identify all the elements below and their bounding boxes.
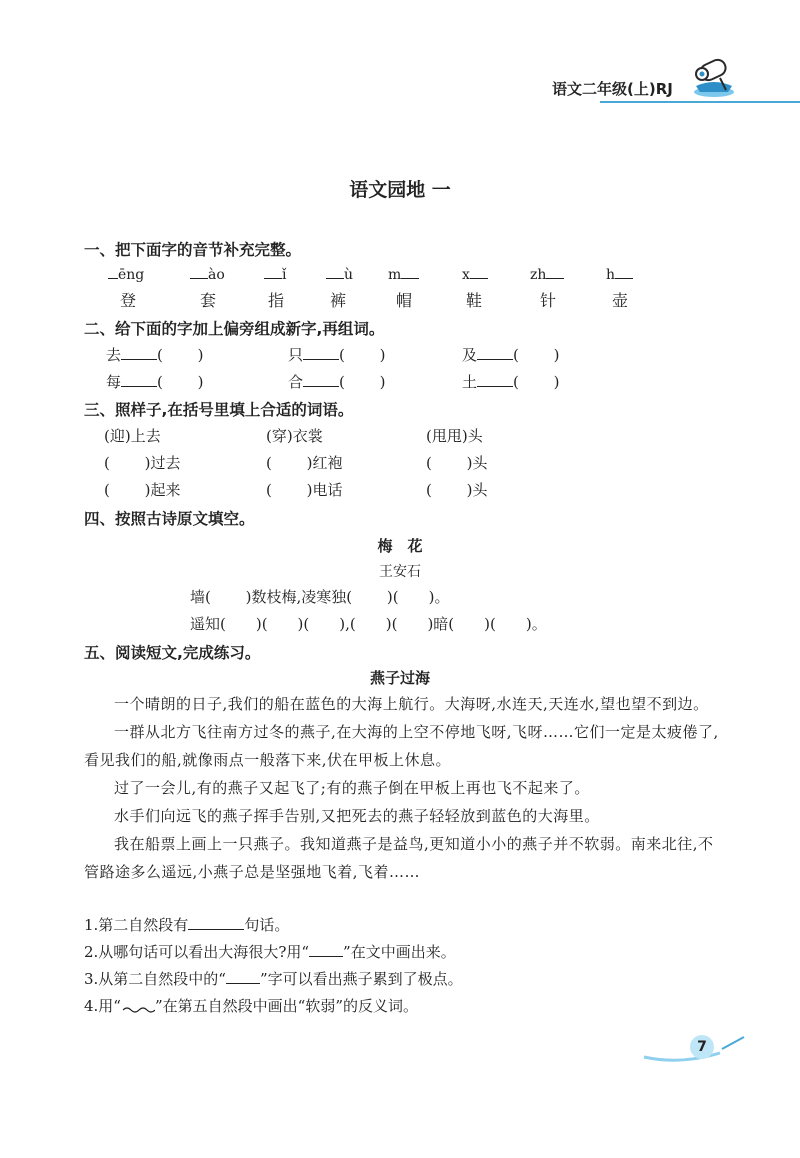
wavy-line-icon [121, 1000, 155, 1014]
section-5-heading: 五、阅读短文,完成练习。 [84, 644, 261, 662]
story-paragraph-2: 一群从北方飞往南方过冬的燕子,在大海的上空不停地飞呀,飞呀……它们一定是太疲倦了,看见我们的船,就像雨点一般落下来,伏在甲板上休息。 [84, 723, 719, 769]
example-3: (甩甩)头 [426, 427, 483, 445]
char-2: 套 [200, 291, 217, 310]
book-header: 语文二年级(上)RJ [552, 80, 673, 98]
fill-row-2-col-3: ( )头 [426, 481, 488, 499]
pinyin-item-6: x [462, 265, 488, 283]
poem-title: 梅 花 [377, 537, 423, 555]
radical-item-2: 只 ( ) [288, 346, 386, 364]
story-paragraph-1: 一个晴朗的日子,我们的船在蓝色的大海上航行。大海呀,水连天,天连水,望也望不到边。 [114, 695, 709, 713]
header-rule [600, 101, 800, 103]
fill-row-1-col-3: ( )头 [426, 454, 488, 472]
fill-row-1-col-2: ( )红袍 [266, 454, 343, 472]
example-2: (穿)衣裳 [266, 427, 323, 445]
radical-item-5: 合 ( ) [288, 373, 386, 391]
pinyin-item-4: ù [326, 265, 353, 283]
radical-item-3: 及 ( ) [462, 346, 560, 364]
page-title: 语文园地 一 [349, 179, 451, 201]
poem-line-2: 遥知( )( )( ),( )( )暗( )( )。 [190, 615, 547, 633]
story-paragraph-5: 我在船票上画上一只燕子。我知道燕子是益鸟,更知道小小的燕子并不软弱。南来北往,不管路途多么遥远,小燕子总是坚强地飞着,飞着…… [84, 835, 714, 881]
story-paragraph-3: 过了一会儿,有的燕子又起飞了;有的燕子倒在甲板上再也飞不起来了。 [114, 779, 590, 797]
pinyin-item-3: ǐ [264, 265, 286, 283]
story-body [84, 690, 724, 886]
pinyin-item-7: zh [530, 265, 564, 283]
char-4: 裤 [330, 291, 347, 310]
char-7: 针 [540, 291, 557, 310]
page-number: 7 [690, 1035, 714, 1059]
radical-item-4: 每 ( ) [106, 373, 204, 391]
telescope-logo-icon [690, 56, 738, 100]
char-6: 鞋 [466, 291, 483, 310]
question-2: 2.从哪句话可以看出大海很大?用“ ”在文中画出来。 [84, 943, 456, 961]
poem-line-1: 墙( )数枝梅,凌寒独( )( )。 [190, 588, 450, 606]
example-1: (迎)上去 [104, 427, 161, 445]
char-5: 帽 [396, 291, 413, 310]
section-2-heading: 二、给下面的字加上偏旁组成新字,再组词。 [84, 320, 385, 338]
section-4-heading: 四、按照古诗原文填空。 [84, 510, 255, 528]
radical-item-6: 土 ( ) [462, 373, 560, 391]
fill-row-2-col-1: ( )起来 [104, 481, 181, 499]
char-3: 指 [268, 291, 285, 310]
section-1-heading: 一、把下面字的音节补充完整。 [84, 241, 302, 259]
radical-item-1: 去 ( ) [106, 346, 204, 364]
fill-row-1-col-1: ( )过去 [104, 454, 181, 472]
section-3-heading: 三、照样子,在括号里填上合适的词语。 [84, 401, 354, 419]
pinyin-item-2: ào [190, 265, 225, 283]
question-4: 4.用“ ”在第五自然段中画出“软弱”的反义词。 [84, 997, 418, 1015]
story-paragraph-4: 水手们向远飞的燕子挥手告别,又把死去的燕子轻轻放到蓝色的大海里。 [114, 807, 600, 825]
question-1: 1.第二自然段有 句话。 [84, 916, 290, 934]
char-1: 登 [120, 291, 137, 310]
pinyin-item-8: h [606, 265, 633, 283]
char-8: 壶 [612, 291, 629, 310]
fill-row-2-col-2: ( )电话 [266, 481, 343, 499]
question-3: 3.从第二自然段中的“ ”字可以看出燕子累到了极点。 [84, 970, 463, 988]
poem-author: 王安石 [379, 564, 421, 580]
story-title: 燕子过海 [369, 669, 430, 687]
pinyin-item-5: m [388, 265, 419, 283]
pinyin-item-1: ēng [108, 265, 144, 283]
